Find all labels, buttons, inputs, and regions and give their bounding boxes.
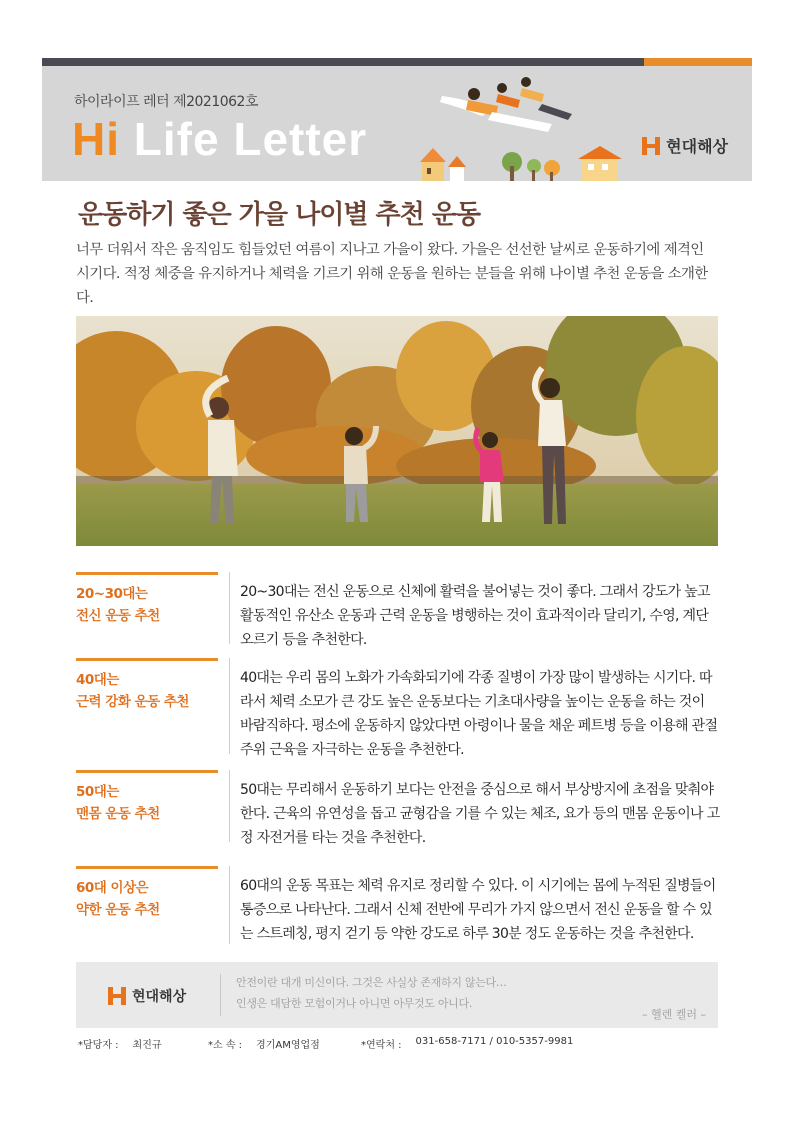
contact-phone — [361, 1036, 573, 1051]
header-bar-dark — [42, 58, 644, 66]
newsletter-banner — [42, 66, 752, 181]
section-label-type: 약한 운동 추천 — [76, 902, 160, 918]
section-label — [76, 572, 218, 627]
section-label — [76, 866, 218, 921]
section-divider — [229, 866, 230, 944]
section-label-type: 맨몸 운동 추천 — [76, 806, 160, 822]
footer-company-logo — [108, 986, 186, 1006]
section-text: 50대는 무리해서 운동하기 보다는 안전을 중심으로 해서 부상방지에 초점을 맞춰야 한다. 근육의 유연성을 돕고 균형감을 기를 수 있는 체조, 요가 등의 맨몸 운동이나 고정 자전거를 타는 것을 추천한다. — [240, 782, 720, 846]
contact-info — [78, 1036, 718, 1051]
section-text: 40대는 우리 몸의 노화가 가속화되기에 각종 질병이 가장 많이 발생하는 시기다. 따라서 체력 소모가 큰 강도 높은 운동보다는 기초대사량을 높이는 운동을 하는 것이 바람직하다. 평소에 운동하지 않았다면 아령이나 물을 채운 페트병 등을 이용해 관절 주위 근육을 자극하는 운동을 추천한다. — [240, 670, 718, 758]
section-20-30 — [76, 572, 720, 648]
contact-office — [208, 1036, 361, 1051]
hyundai-h-icon — [642, 137, 660, 155]
hyundai-h-icon — [108, 987, 126, 1005]
section-40 — [76, 658, 720, 758]
section-50 — [76, 770, 720, 846]
section-label-age: 60대 이상은 — [76, 880, 149, 896]
company-logo — [642, 134, 728, 157]
section-divider — [229, 658, 230, 754]
article-intro: 너무 더워서 작은 움직임도 힘들었던 여름이 지나고 가을이 왔다. 가을은 선선한 날씨로 운동하기에 제격인 시기다. 적정 체중을 유지하거나 체력을 기르기 위해 운동을 원하는 분들을 위해 나이별 추천 운동을 소개한다. — [76, 242, 708, 306]
section-text: 20~30대는 전신 운동으로 신체에 활력을 불어넣는 것이 좋다. 그래서 강도가 높고 활동적인 유산소 운동과 근력 운동을 병행하는 것이 효과적이라 달리기, 수영, 계단 오르기 등을 추천한다. — [240, 584, 710, 648]
header-bar-orange — [644, 58, 752, 66]
footer-divider — [220, 974, 221, 1016]
section-label — [76, 658, 218, 713]
issue-number: 하이라이프 레터 제2021062호 — [74, 94, 258, 110]
newsletter-title — [72, 112, 367, 166]
title-hi: Hi — [72, 113, 120, 165]
section-label-age: 20~30대는 — [76, 586, 148, 602]
section-divider — [229, 572, 230, 644]
manager-label: *담당자 : — [78, 1040, 119, 1051]
office-value: 경기AM영업점 — [256, 1040, 320, 1051]
section-label-age: 50대는 — [76, 784, 119, 800]
quote-footer — [76, 962, 718, 1028]
section-label-age: 40대는 — [76, 672, 119, 688]
section-label — [76, 770, 218, 825]
section-divider — [229, 770, 230, 842]
section-text: 60대의 운동 목표는 체력 유지로 정리할 수 있다. 이 시기에는 몸에 누적된 질병들이 통증으로 나타난다. 그래서 신체 전반에 무리가 가지 않으면서 전신 운동을 할 수 있는 스트레칭, 평지 걷기 등 약한 강도로 하루 30분 정도 운동하는 것을 추천한다. — [240, 878, 716, 942]
quote-line-1: 안전이란 대개 미신이다. 그것은 사실상 존재하지 않는다… — [236, 976, 507, 989]
flying-family-illustration — [402, 66, 642, 181]
header-top-bar — [42, 58, 752, 66]
phone-label: *연락처 : — [361, 1040, 402, 1051]
quote-line-2: 인생은 대담한 모험이거나 아니면 아무것도 아니다. — [236, 997, 473, 1010]
footer-company-name: 현대해상 — [132, 989, 187, 1005]
title-rest: Life Letter — [120, 113, 368, 165]
quote-author: – 헬렌 켈러 – — [642, 1008, 706, 1021]
manager-value: 최진규 — [132, 1040, 162, 1051]
family-stretching-photo — [76, 316, 718, 546]
company-name: 현대해상 — [666, 137, 728, 156]
section-label-type: 근력 강화 운동 추천 — [76, 694, 189, 710]
contact-manager — [78, 1036, 208, 1051]
article-title: 운동하기 좋은 가을 나이별 추천 운동 — [78, 200, 480, 230]
section-label-type: 전신 운동 추천 — [76, 608, 160, 624]
section-60 — [76, 866, 720, 944]
office-label: *소 속 : — [208, 1040, 243, 1051]
phone-value: 031-658-7171 / 010-5357-9981 — [415, 1036, 574, 1047]
